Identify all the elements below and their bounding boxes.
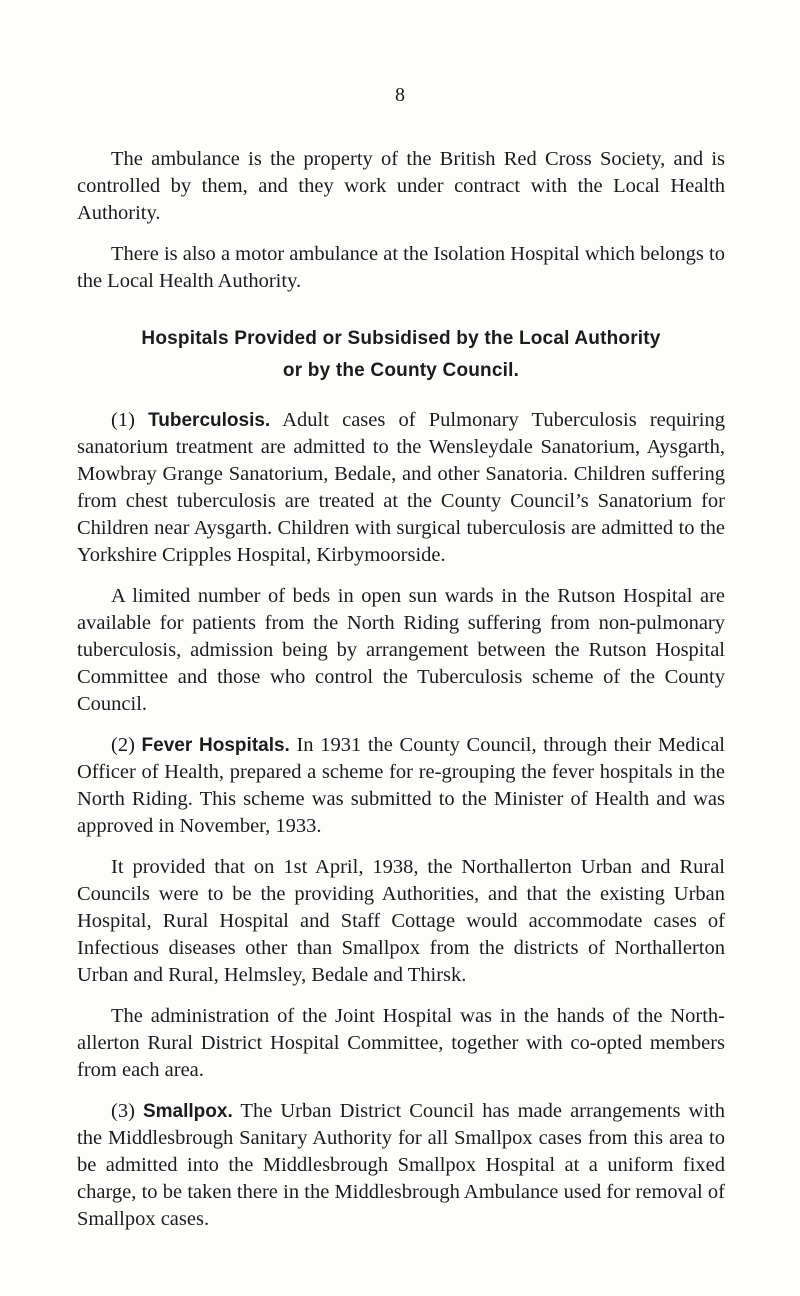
section-number: (2) (111, 734, 142, 756)
section-title-tuberculosis: Tuberculosis. (148, 410, 271, 431)
page-number: 8 (395, 84, 405, 106)
paragraph-rutson: A limited number of beds in open sun wards in the Rutson Hospital are available for patients from the North Riding suffering from non-pulmonary tuberculosis, admission being by arrangement between the Rutson Hospital Committee and those who control the Tuberculosis scheme of the County Council. (77, 585, 725, 715)
section-title-fever-hospitals: Fever Hospitals. (141, 735, 290, 756)
heading-line-1: Hospitals Provided or Subsidised by the Local Authority (141, 328, 661, 349)
paragraph-fever-hospitals (77, 732, 725, 840)
section-heading (77, 323, 725, 387)
document-body (77, 146, 725, 1247)
heading-line-2: or by the County Council. (282, 360, 520, 381)
paragraph-providing-authorities: It provided that on 1st April, 1938, the Northallerton Urban and Rural Councils were to be the providing Authorities, and that the existing Urban Hospital, Rural Hospital and Staff Cottage would accommodate cases of Infectious diseases other than Smallpox from the districts of Northallerton Urban and Rural, Helmsley, Bedale and Thirsk. (77, 856, 725, 986)
section-title-smallpox: Smallpox. (142, 1101, 233, 1122)
section-number: (1) (111, 409, 149, 431)
section-text: Adult cases of Pulmonary Tuberculosis requiring sanatorium treatment are admitted to the Wensleydale Sanatorium, Aysgarth, Mowbray Grange Sanatorium, Bedale, and other Sanatoria. Children suffering from chest tuberculosis are treated at the County Council’s Sanatorium for Children near Aysgarth. Children with surgical tuberculosis are admitted to the Yorkshire Cripples Hospital, Kirbymoorside. (77, 409, 726, 566)
section-number: (3) (111, 1100, 143, 1122)
paragraph-motor-ambulance: There is also a motor ambulance at the Isolation Hospital which belongs to the Local Health Authority. (77, 243, 725, 292)
paragraph-tuberculosis (77, 407, 725, 569)
section-text: In 1931 the County Council, through their Medical Officer of Health, prepared a scheme for re-grouping the fever hospitals in the North Riding. This scheme was submitted to the Minister of Health and was approved in November, 1933. (77, 734, 725, 837)
paragraph-ambulance: The ambulance is the property of the British Red Cross Society, and is controlled by them, and they work under contract with the Local Health Authority. (77, 148, 725, 224)
paragraph-joint-hospital: The administration of the Joint Hospital was in the hands of the North-allerton Rural District Hospital Committee, together with co-opted members from each area. (77, 1005, 725, 1081)
paragraph-smallpox (77, 1098, 725, 1233)
section-text: The Urban District Council has made arrangements with the Middlesbrough Sanitary Authority for all Smallpox cases from this area to be admitted into the Middlesbrough Smallpox Hospital at a uniform fixed charge, to be taken there in the Middlesbrough Ambulance used for removal of Smallpox cases. (77, 1100, 726, 1230)
